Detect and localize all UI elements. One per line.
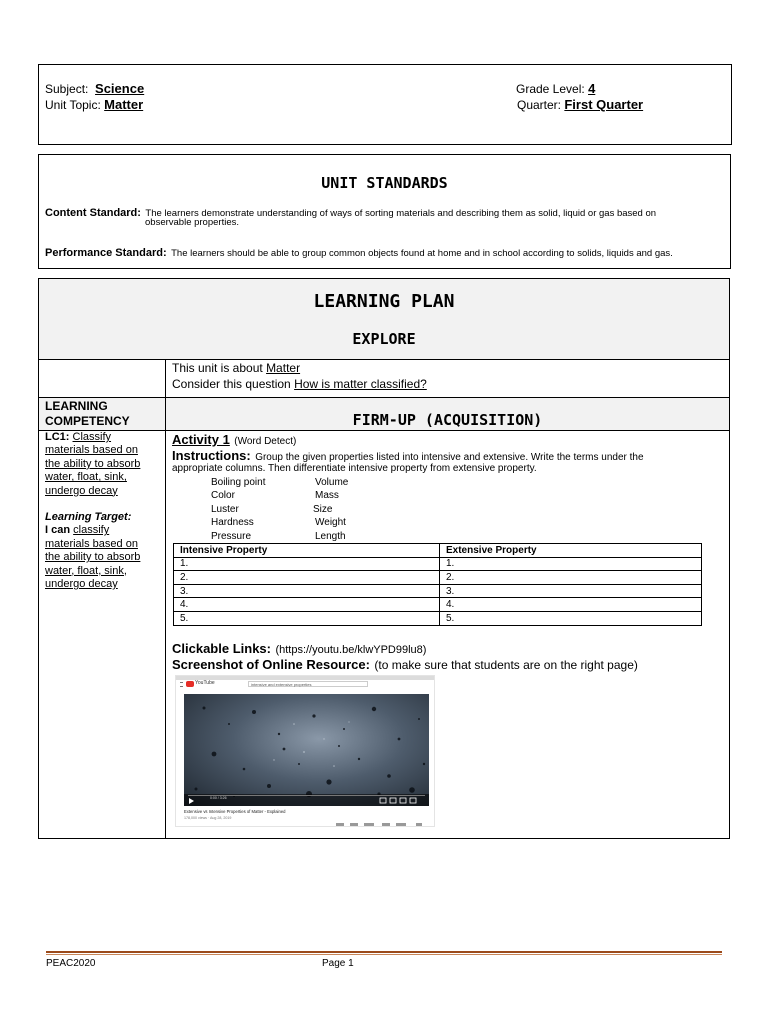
instructions-label: Instructions: (172, 448, 251, 463)
table-header-intensive: Intensive Property (174, 544, 440, 558)
table-cell[interactable]: 4. (174, 598, 440, 612)
instructions-text-1: Group the given properties listed into intensive and extensive. Write the terms under the (255, 452, 644, 463)
target-line: the ability to absorb (45, 551, 141, 564)
table-cell[interactable]: 5. (440, 611, 702, 625)
youtube-logo-icon (186, 681, 194, 687)
target-line: undergo decay (45, 578, 118, 591)
term-item: Boiling point (211, 477, 266, 488)
table-cell[interactable]: 3. (440, 584, 702, 598)
target-label: Learning Target: (45, 511, 132, 524)
plan-subtitle: EXPLORE (352, 330, 416, 348)
target-line: materials based on (45, 537, 138, 550)
term-item: Pressure (211, 530, 252, 542)
rule-1 (39, 359, 729, 360)
activity-subtitle: (Word Detect) (234, 436, 297, 447)
quarter-value: First Quarter (564, 97, 644, 112)
topic-value: Matter (104, 97, 144, 112)
activity-title: Activity 1 (172, 432, 230, 447)
column-divider (165, 359, 166, 838)
plan-title: LEARNING PLAN (313, 291, 455, 312)
term-item: Volume (315, 477, 349, 488)
screenshot-note: (to make sure that students are on the right page) (374, 658, 638, 672)
footer-left: PEAC2020 (46, 958, 96, 969)
resource-screenshot (175, 675, 435, 827)
competency-column (45, 431, 161, 591)
quarter-label: Quarter: (517, 98, 562, 112)
term-item: Color (211, 490, 235, 502)
screenshot-label: Screenshot of Online Resource: (172, 657, 370, 672)
table-row (174, 611, 702, 625)
header-box (38, 64, 732, 145)
lc-label: LC1: (45, 431, 70, 443)
target-first (45, 524, 161, 537)
footer-rule-top (46, 951, 722, 953)
target-line: classify (73, 524, 110, 537)
table-cell[interactable]: 2. (174, 571, 440, 585)
video-player[interactable] (184, 694, 429, 806)
term-item: Weight (315, 517, 346, 529)
term-item: Size (313, 503, 333, 515)
learning-plan-box (38, 278, 730, 839)
instructions-text-2: appropriate columns. Then differentiate intensive property from extensive property. (172, 463, 537, 474)
standards-box (38, 154, 731, 269)
subject-row (45, 81, 144, 96)
screenshot-row (172, 656, 638, 674)
subject-label: Subject: (45, 82, 89, 96)
terms-left (211, 476, 265, 543)
topic-row (45, 97, 143, 112)
video-meta: 178,000 views · Aug 28, 2019 (184, 816, 232, 820)
term-item: Length (315, 530, 346, 542)
table-cell[interactable]: 5. (174, 611, 440, 625)
table-row (174, 557, 702, 571)
question-prefix: Consider this question (172, 377, 295, 391)
grade-value: 4 (588, 81, 596, 96)
grade-label: Grade Level: (516, 82, 585, 96)
table-row (174, 598, 702, 612)
lc-line: water, float, sink, (45, 471, 127, 484)
table-cell[interactable]: 2. (440, 571, 702, 585)
lc-line: materials based on (45, 444, 138, 457)
lc1 (45, 431, 161, 444)
terms-right (315, 476, 348, 543)
subject-value: Science (95, 81, 145, 96)
content-standard-text-2: observable properties. (145, 217, 239, 228)
standards-title: UNIT STANDARDS (321, 174, 448, 192)
video-actions (336, 814, 426, 819)
property-table (173, 543, 702, 626)
ican-label: I can (45, 524, 71, 537)
table-row (174, 571, 702, 585)
performance-standard (45, 243, 730, 261)
competency-header (45, 399, 130, 429)
video-frame-particles (184, 694, 429, 806)
competency-header-line-2: COMPETENCY (45, 414, 130, 428)
question-value: How is matter classified? (294, 377, 427, 391)
term-item: Mass (315, 490, 339, 502)
content-standard-text: The learners demonstrate understanding of ways of sorting materials and describing them as solid, liquid or gas based on (145, 208, 657, 219)
table-cell[interactable]: 1. (440, 557, 702, 571)
table-cell[interactable]: 1. (174, 557, 440, 571)
question-line (172, 377, 427, 391)
lc-line: Classify (72, 431, 112, 443)
links-label: Clickable Links: (172, 641, 271, 656)
content-standard-label: Content Standard: (45, 207, 141, 219)
table-header-extensive: Extensive Property (440, 544, 702, 558)
spacer (45, 498, 161, 511)
competency-header-line-1: LEARNING (45, 399, 108, 413)
firmup-header: FIRM-UP (ACQUISITION) (352, 411, 543, 429)
target-line: water, float, sink, (45, 564, 127, 577)
performance-standard-text: The learners should be able to group common objects found at home and in school according to solids, liquids and gas. (171, 248, 673, 259)
links-value[interactable]: (https://youtu.be/klwYPD99lu8) (275, 644, 427, 656)
grade-row (516, 81, 595, 96)
footer-page: Page 1 (322, 958, 354, 969)
footer-rule-bottom (46, 954, 722, 955)
table-header-row (174, 544, 702, 558)
video-title: Extensive vs Intensive Properties of Matter - Explained (184, 809, 286, 814)
about-value: Matter (266, 361, 301, 375)
term-item: Luster (211, 503, 239, 515)
search-input[interactable]: intensive and extensive properties (248, 681, 368, 687)
table-row (174, 584, 702, 598)
table-cell[interactable]: 3. (174, 584, 440, 598)
about-line (172, 361, 300, 375)
site-name: YouTube (195, 680, 215, 686)
table-cell[interactable]: 4. (440, 598, 702, 612)
quarter-row (517, 97, 643, 112)
menu-icon (180, 682, 183, 687)
term-item: Hardness (211, 517, 254, 529)
lc-line: the ability to absorb (45, 457, 141, 470)
about-prefix: This unit is about (172, 361, 267, 375)
lc-line: undergo decay (45, 484, 118, 497)
video-time: 0:00 / 3:26 (210, 796, 227, 800)
topic-label: Unit Topic: (45, 98, 101, 112)
performance-standard-label: Performance Standard: (45, 247, 167, 259)
